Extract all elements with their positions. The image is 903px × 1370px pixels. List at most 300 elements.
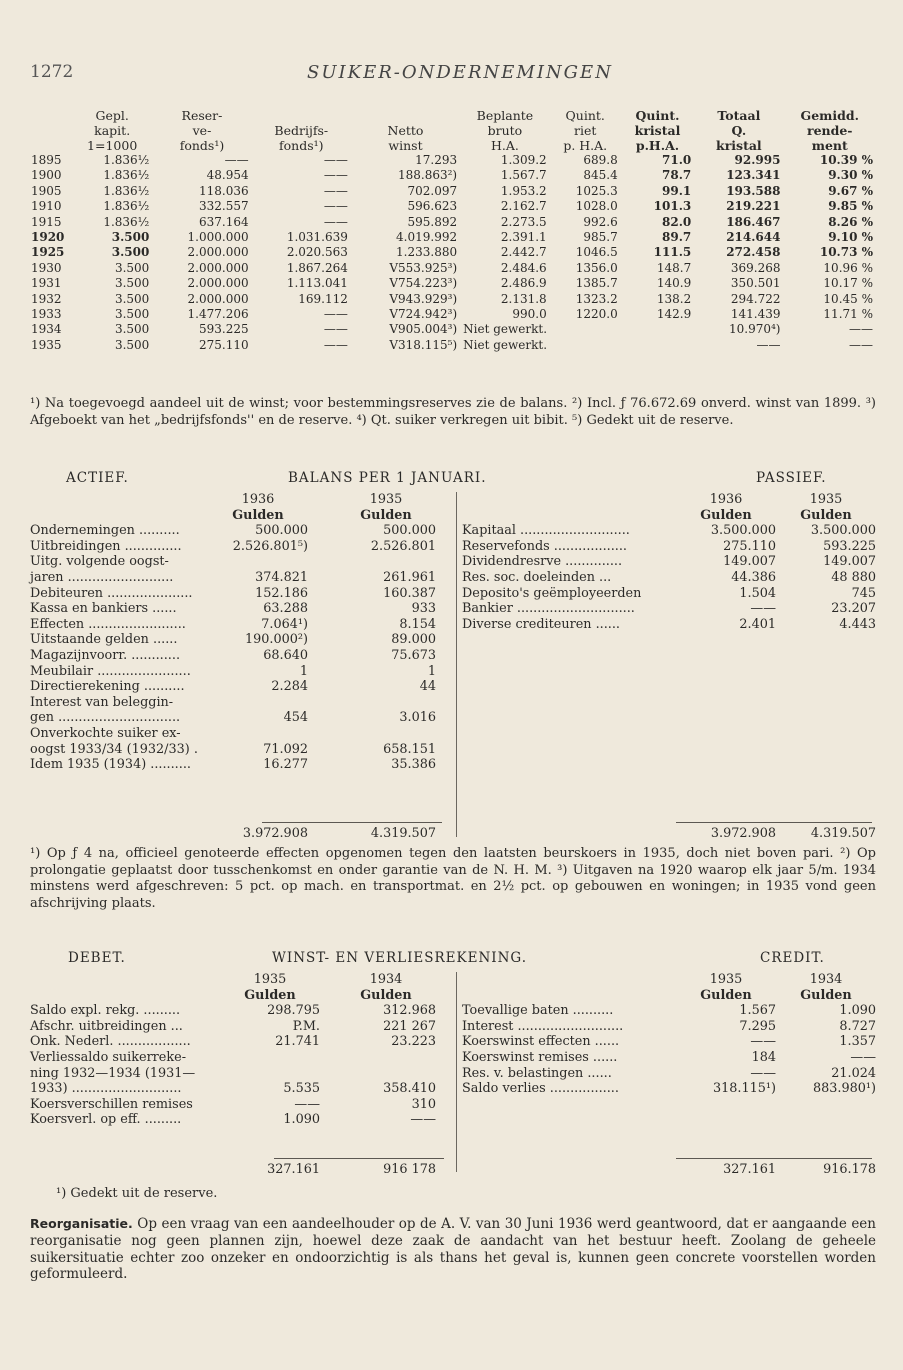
history-year: 1900 [31, 168, 62, 183]
history-cell: 1323.2 [575, 291, 618, 306]
line-value: —— [850, 1049, 876, 1065]
history-cell: 141.439 [730, 307, 781, 322]
unit-label: Gulden [800, 987, 852, 1003]
line-value: 298.795 [267, 1003, 320, 1019]
line-value: 221 267 [383, 1018, 436, 1034]
line-label: Toevallige baten .......... [462, 1003, 614, 1019]
debit-row [30, 1019, 450, 1035]
line-value: 21.024 [831, 1065, 876, 1081]
line-value: 318.115¹) [712, 1081, 776, 1097]
history-cell: 3.500 [114, 322, 150, 337]
unit-label: Gulden [232, 507, 284, 523]
history-cell: 2.020.563 [286, 245, 348, 260]
line-label: Koerswinst effecten ...... [462, 1034, 620, 1050]
history-cell: —— [323, 168, 348, 183]
history-cell: —— [323, 337, 348, 352]
debit-row [30, 1066, 450, 1082]
reorganisation-heading: Reorganisatie. [30, 1216, 133, 1231]
line-label: Interest van beleggin- [30, 694, 174, 710]
assets-row [30, 648, 450, 664]
liabilities-row [462, 570, 876, 586]
line-value: 71.092 [263, 741, 308, 757]
line-label: jaren .......................... [30, 569, 174, 585]
credit-row [462, 1034, 876, 1050]
history-cell: 10.45 % [823, 291, 873, 306]
line-value: —— [410, 1112, 436, 1128]
history-cell: 2.000.000 [187, 260, 249, 275]
history-cell: 9.10 % [828, 230, 873, 245]
line-value: 23.223 [391, 1034, 436, 1050]
pl-left-title: DEBET. [68, 950, 126, 966]
history-cell: V905.004³) [389, 322, 458, 337]
history-col-header: Gepl. kapit. 1=1000 [87, 108, 138, 153]
assets-year-header [30, 492, 450, 508]
history-cell: V724.942³) [389, 307, 458, 322]
history-cell: 89.7 [662, 230, 692, 245]
history-cell: —— [323, 214, 348, 229]
debit-row [30, 1003, 450, 1019]
unit-label: Gulden [244, 987, 296, 1003]
liabilities-row [462, 554, 876, 570]
history-cell: 10.73 % [819, 245, 873, 260]
line-label: Verliessaldo suikerreke- [30, 1049, 187, 1065]
liabilities-total-row [462, 826, 876, 842]
line-value: 1.357 [839, 1034, 876, 1050]
debit-total-rule [274, 1158, 444, 1159]
balance-header [30, 470, 876, 490]
line-value: 4.443 [839, 616, 876, 632]
history-year: 1895 [31, 153, 62, 167]
credit-total-1934: 916.178 [823, 1162, 876, 1177]
line-value: 500.000 [383, 523, 436, 539]
line-label: Interest .......................... [462, 1018, 624, 1034]
history-cell: —— [323, 199, 348, 214]
history-cell: 1.233.880 [396, 245, 458, 260]
line-value: —— [750, 1034, 776, 1050]
history-cell: 188.863²) [398, 168, 458, 183]
line-value: 68.640 [263, 647, 308, 663]
history-cell: 332.557 [198, 199, 249, 214]
assets-row [30, 632, 450, 648]
assets-row [30, 664, 450, 680]
history-cell: 3.500 [114, 276, 150, 291]
assets-row [30, 523, 450, 539]
assets-total-1936: 3.972.908 [242, 826, 308, 841]
history-cell: V318.115⁵) [389, 337, 458, 352]
history-year: 1915 [31, 214, 62, 229]
balance-center-title: BALANS PER 1 JANUARI. [288, 470, 487, 486]
credit-row [462, 1050, 876, 1066]
history-cell: 118.036 [198, 183, 249, 198]
line-label: Reservefonds .................. [462, 538, 627, 554]
history-cell: 702.097 [407, 183, 458, 198]
history-year: 1905 [31, 183, 62, 198]
history-row [28, 261, 876, 276]
history-footnotes: ¹) Na toegevoegd aandeel uit de winst; voor bestemmingsreserves zie de balans. ²) Incl. ƒ 76.672.69 onverd. winst van 1899. ³) Afgeboekt van het „bedrijfsfonds'' en de reserve. ⁴) Qt. suiker verkregen uit bibit. ⁵) Gedekt uit de reserve. [30, 396, 876, 428]
balance-footnotes: ¹) Op ƒ 4 na, officieel genoteerde effecten opgenomen tegen den laatsten beurskoers in 1935, doch niet boven pari. ²) Op prolongatie geplaatst door tusschenkomst en onder garantie van de N. H. M. ³) Uitgaven na 1920 waarop elk jaar 5/m. 1934 minstens werd afgeschreven: 5 pct. op mach. en transportmat. en 2½ pct. op gebouwen en woningen; in 1935 vond geen afschrijving plaats. [30, 846, 876, 911]
liabilities-row [462, 617, 876, 633]
credit-year-header [462, 972, 876, 988]
year-label: 1935 [253, 972, 287, 987]
balance-left-title: ACTIEF. [66, 470, 129, 486]
line-value: 8.154 [399, 616, 436, 632]
line-value: —— [750, 1065, 776, 1081]
line-value: 44 [419, 679, 436, 695]
history-row [28, 322, 876, 337]
history-cell: 111.5 [653, 245, 692, 260]
liabilities-total-1935: 4.319.507 [810, 826, 876, 841]
debit-row [30, 1081, 450, 1097]
history-cell: 1.867.264 [286, 260, 348, 275]
line-value: —— [750, 601, 776, 617]
line-label: Koersverschillen remises [30, 1096, 193, 1112]
line-value: 1.567 [739, 1003, 776, 1019]
history-cell: 990.0 [512, 307, 547, 322]
history-cell: 1025.3 [575, 183, 618, 198]
history-cell: 169.112 [298, 291, 348, 306]
line-label: Koerswinst remises ...... [462, 1049, 618, 1065]
history-cell: 992.6 [583, 214, 618, 229]
credit-total-row [462, 1162, 876, 1178]
line-value: 658.151 [383, 741, 436, 757]
history-cell: 593.225 [198, 322, 249, 337]
history-cell: 689.8 [583, 153, 618, 167]
pl-credit [462, 972, 876, 1097]
line-value: 149.007 [823, 554, 876, 570]
pl-header [30, 950, 876, 970]
history-cell: 2.162.7 [500, 199, 547, 214]
debit-row [30, 1097, 450, 1113]
history-col-header: Totaal Q. kristal [716, 108, 762, 153]
history-year: 1931 [31, 276, 62, 291]
history-table [28, 108, 876, 353]
history-cell: 2.000.000 [187, 245, 249, 260]
balance-assets [30, 492, 450, 773]
line-value: 500.000 [255, 523, 308, 539]
line-label: Deposito's geëmployeerden [462, 585, 642, 601]
history-cell: 99.1 [662, 183, 692, 198]
line-value: 593.225 [823, 538, 876, 554]
line-value: 3.016 [399, 710, 436, 726]
line-value: 261.961 [383, 569, 436, 585]
history-col-header: Quint. riet p. H.A. [563, 108, 608, 153]
unit-label: Gulden [360, 507, 412, 523]
year-label: 1936 [241, 492, 275, 507]
line-label: ning 1932—1934 (1931— [30, 1065, 196, 1081]
line-value: 454 [283, 710, 308, 726]
unit-label: Gulden [360, 987, 412, 1003]
line-value: 883.980¹) [812, 1081, 876, 1097]
line-value: 75.673 [391, 647, 436, 663]
history-cell: 10.970⁴) [729, 322, 781, 337]
credit-total-1935: 327.161 [723, 1162, 776, 1177]
history-cell: 1.567.7 [500, 168, 547, 183]
line-label: Onk. Nederl. .................. [30, 1034, 191, 1050]
history-row [28, 168, 876, 183]
history-cell: V553.925³) [389, 260, 458, 275]
history-cell: 369.268 [730, 260, 781, 275]
history-cell: —— [849, 337, 873, 352]
history-cell: —— [849, 322, 873, 337]
liabilities-year-header [462, 492, 876, 508]
assets-row [30, 742, 450, 758]
line-value: 3.500.000 [710, 523, 776, 539]
pl-right-title: CREDIT. [760, 950, 825, 966]
history-cell: —— [323, 153, 348, 167]
history-row [28, 215, 876, 230]
history-cell: 1028.0 [575, 199, 618, 214]
history-cell: 1.309.2 [500, 153, 547, 167]
history-cell: Niet gewerkt. [463, 337, 548, 352]
credit-row [462, 1003, 876, 1019]
history-cell: 1.836½ [103, 214, 150, 229]
history-cell: 272.458 [726, 245, 781, 260]
debit-row [30, 1112, 450, 1128]
history-cell: 193.588 [726, 183, 781, 198]
unit-label: Gulden [800, 507, 852, 523]
assets-row [30, 695, 450, 711]
history-cell: 275.110 [198, 337, 249, 352]
assets-row [30, 570, 450, 586]
assets-row [30, 601, 450, 617]
history-year: 1925 [31, 245, 65, 260]
line-value: 374.821 [255, 569, 308, 585]
history-cell: 3.500 [114, 337, 150, 352]
credit-total-rule [676, 1158, 872, 1159]
history-cell: 9.85 % [828, 199, 873, 214]
assets-row [30, 679, 450, 695]
history-cell: 1.836½ [103, 153, 150, 167]
reorganisation-paragraph [30, 1216, 876, 1283]
line-value: 160.387 [383, 585, 436, 601]
credit-row [462, 1066, 876, 1082]
line-label: Effecten ........................ [30, 616, 186, 632]
debit-total-row [30, 1162, 450, 1178]
history-cell: 1.113.041 [286, 276, 348, 291]
year-label: 1935 [709, 972, 743, 987]
history-row [28, 184, 876, 199]
assets-total-rule [262, 822, 442, 823]
line-value: 2.284 [271, 679, 308, 695]
assets-unit-header [30, 508, 450, 524]
line-value: 1.090 [283, 1112, 320, 1128]
history-col-header: Gemidd. rende- ment [800, 108, 859, 153]
history-row [28, 276, 876, 291]
line-value: 21.741 [275, 1034, 320, 1050]
history-cell: 123.341 [726, 168, 781, 183]
line-value: 358.410 [383, 1081, 436, 1097]
line-label: Idem 1935 (1934) .......... [30, 757, 191, 773]
history-cell: 214.644 [726, 230, 781, 245]
history-cell: 148.7 [656, 260, 692, 275]
history-cell: 1220.0 [575, 307, 618, 322]
history-year: 1910 [31, 199, 62, 214]
history-cell: 10.17 % [823, 276, 873, 291]
line-label: Res. soc. doeleinden ... [462, 569, 612, 585]
debit-year-header [30, 972, 450, 988]
balance-right-title: PASSIEF. [756, 470, 827, 486]
line-label: Kapitaal ........................... [462, 523, 630, 539]
liabilities-total-1936: 3.972.908 [710, 826, 776, 841]
line-value: —— [294, 1096, 320, 1112]
line-value: P.M. [292, 1018, 320, 1034]
year-label: 1936 [709, 492, 743, 507]
history-cell: 4.019.992 [396, 230, 458, 245]
liabilities-row [462, 539, 876, 555]
line-label: Diverse crediteuren ...... [462, 616, 620, 632]
line-value: 152.186 [255, 585, 308, 601]
assets-row [30, 757, 450, 773]
history-cell: 11.71 % [823, 307, 873, 322]
history-row [28, 338, 876, 353]
history-cell: 985.7 [583, 230, 618, 245]
reorganisation-text: Op een vraag van een aandeelhouder op de A. V. van 30 Juni 1936 werd geantwoord, dat er aangaande een reorganisatie nog geen plannen zijn, hoewel deze zaak de aandacht van het bestuur heeft. Zoolang de geheele suikersituatie echter zoo onzeker en ondoorzichtig is als thans het geval is, kunnen geen concrete voorstellen worden geformuleerd. [30, 1216, 876, 1283]
debit-unit-header [30, 988, 450, 1004]
history-cell: 2.131.8 [500, 291, 547, 306]
line-value: 8.727 [839, 1018, 876, 1034]
pl-debit [30, 972, 450, 1128]
line-label: Dividendresrve .............. [462, 554, 623, 570]
history-cell: 82.0 [662, 214, 692, 229]
history-cell: —— [756, 337, 781, 352]
history-cell: 101.3 [653, 199, 692, 214]
history-col-header: Quint. kristal p.H.A. [634, 108, 681, 153]
history-cell: 2.000.000 [187, 276, 249, 291]
history-cell: 142.9 [656, 307, 692, 322]
debit-total-1934: 916 178 [383, 1162, 436, 1177]
line-value: 149.007 [723, 554, 776, 570]
line-value: 89.000 [391, 632, 436, 648]
year-label: 1935 [369, 492, 403, 507]
history-cell: 71.0 [662, 153, 692, 167]
running-title: SUIKER-ONDERNEMINGEN [307, 62, 613, 83]
debit-total-1935: 327.161 [267, 1162, 320, 1177]
balance-liabilities [462, 492, 876, 632]
line-value: 2.526.801 [370, 538, 436, 554]
history-cell: 9.67 % [828, 183, 873, 198]
history-cell: 219.221 [726, 199, 781, 214]
history-year: 1920 [31, 230, 65, 245]
assets-row [30, 586, 450, 602]
history-cell: 1356.0 [575, 260, 618, 275]
assets-total-1935: 4.319.507 [370, 826, 436, 841]
line-label: Debiteuren ..................... [30, 585, 193, 601]
line-value: 1.090 [839, 1003, 876, 1019]
line-value: 63.288 [263, 601, 308, 617]
unit-label: Gulden [700, 987, 752, 1003]
history-cell: 637.164 [198, 214, 249, 229]
line-value: 2.526.801⁵) [232, 538, 308, 554]
history-cell: 3.500 [111, 245, 150, 260]
credit-row [462, 1019, 876, 1035]
history-cell: 17.293 [415, 153, 458, 167]
history-cell: 92.995 [734, 153, 781, 167]
liabilities-row [462, 586, 876, 602]
history-cell: 10.39 % [819, 153, 873, 167]
year-label: 1935 [809, 492, 843, 507]
history-cell: 2.442.7 [500, 245, 547, 260]
history-cell: 186.467 [726, 214, 781, 229]
history-cell: 3.500 [114, 291, 150, 306]
line-label: 1933) ........................... [30, 1081, 182, 1097]
history-cell: 595.892 [407, 214, 458, 229]
line-value: 745 [851, 585, 876, 601]
line-label: Uitbreidingen .............. [30, 538, 182, 554]
history-cell: 1046.5 [575, 245, 618, 260]
line-value: 5.535 [283, 1081, 320, 1097]
history-row [28, 153, 876, 168]
pl-center-title: WINST- EN VERLIESREKENING. [272, 950, 528, 966]
history-row [28, 199, 876, 214]
history-cell: V754.223³) [389, 276, 458, 291]
credit-row [462, 1081, 876, 1097]
history-cell: 3.500 [114, 260, 150, 275]
year-label: 1934 [369, 972, 403, 987]
unit-label: Gulden [700, 507, 752, 523]
line-label: Directierekening .......... [30, 679, 185, 695]
history-cell: 138.2 [656, 291, 692, 306]
debit-row [30, 1050, 450, 1066]
history-cell: 2.273.5 [500, 214, 547, 229]
line-value: 933 [411, 601, 436, 617]
line-label: oogst 1933/34 (1932/33) . [30, 741, 198, 757]
pl-footnote: ¹) Gedekt uit de reserve. [56, 1186, 218, 1201]
line-label: Onverkochte suiker ex- [30, 725, 181, 741]
credit-unit-header [462, 988, 876, 1004]
line-value: 7.064¹) [261, 616, 308, 632]
line-label: Uitstaande gelden ...... [30, 632, 178, 648]
history-col-header: Netto winst [387, 123, 424, 153]
history-cell: —— [323, 183, 348, 198]
line-label: Afschr. uitbreidingen ... [30, 1018, 183, 1034]
history-row [28, 307, 876, 322]
history-cell: 845.4 [583, 168, 618, 183]
line-value: 35.386 [391, 757, 436, 773]
history-cell: 48.954 [206, 168, 249, 183]
line-label: Saldo expl. rekg. ......... [30, 1003, 181, 1019]
line-label: gen .............................. [30, 710, 181, 726]
line-value: 23.207 [831, 601, 876, 617]
liabilities-row [462, 601, 876, 617]
line-label: Res. v. belastingen ...... [462, 1065, 612, 1081]
line-label: Ondernemingen .......... [30, 523, 180, 539]
history-year: 1935 [31, 337, 62, 352]
history-cell: 1.836½ [103, 168, 150, 183]
history-row [28, 230, 876, 245]
line-value: 3.500.000 [810, 523, 876, 539]
line-value: 190.000²) [244, 632, 308, 648]
balance-divider [456, 492, 457, 837]
line-value: 312.968 [383, 1003, 436, 1019]
history-cell: 294.722 [730, 291, 781, 306]
line-label: Uitg. volgende oogst- [30, 554, 169, 570]
history-cell: 9.30 % [828, 168, 873, 183]
line-value: 310 [411, 1096, 436, 1112]
history-year: 1933 [31, 307, 62, 322]
history-cell: 2.486.9 [500, 276, 547, 291]
history-cell: 1.000.000 [187, 230, 249, 245]
history-cell: 1.836½ [103, 199, 150, 214]
liabilities-total-rule [676, 822, 872, 823]
year-label: 1934 [809, 972, 843, 987]
line-label: Bankier ............................. [462, 601, 635, 617]
debit-row [30, 1034, 450, 1050]
history-cell: —— [224, 153, 249, 167]
line-value: 1.504 [739, 585, 776, 601]
history-cell: 2.391.1 [500, 230, 547, 245]
history-cell: 2.484.6 [500, 260, 547, 275]
history-year: 1934 [31, 322, 62, 337]
